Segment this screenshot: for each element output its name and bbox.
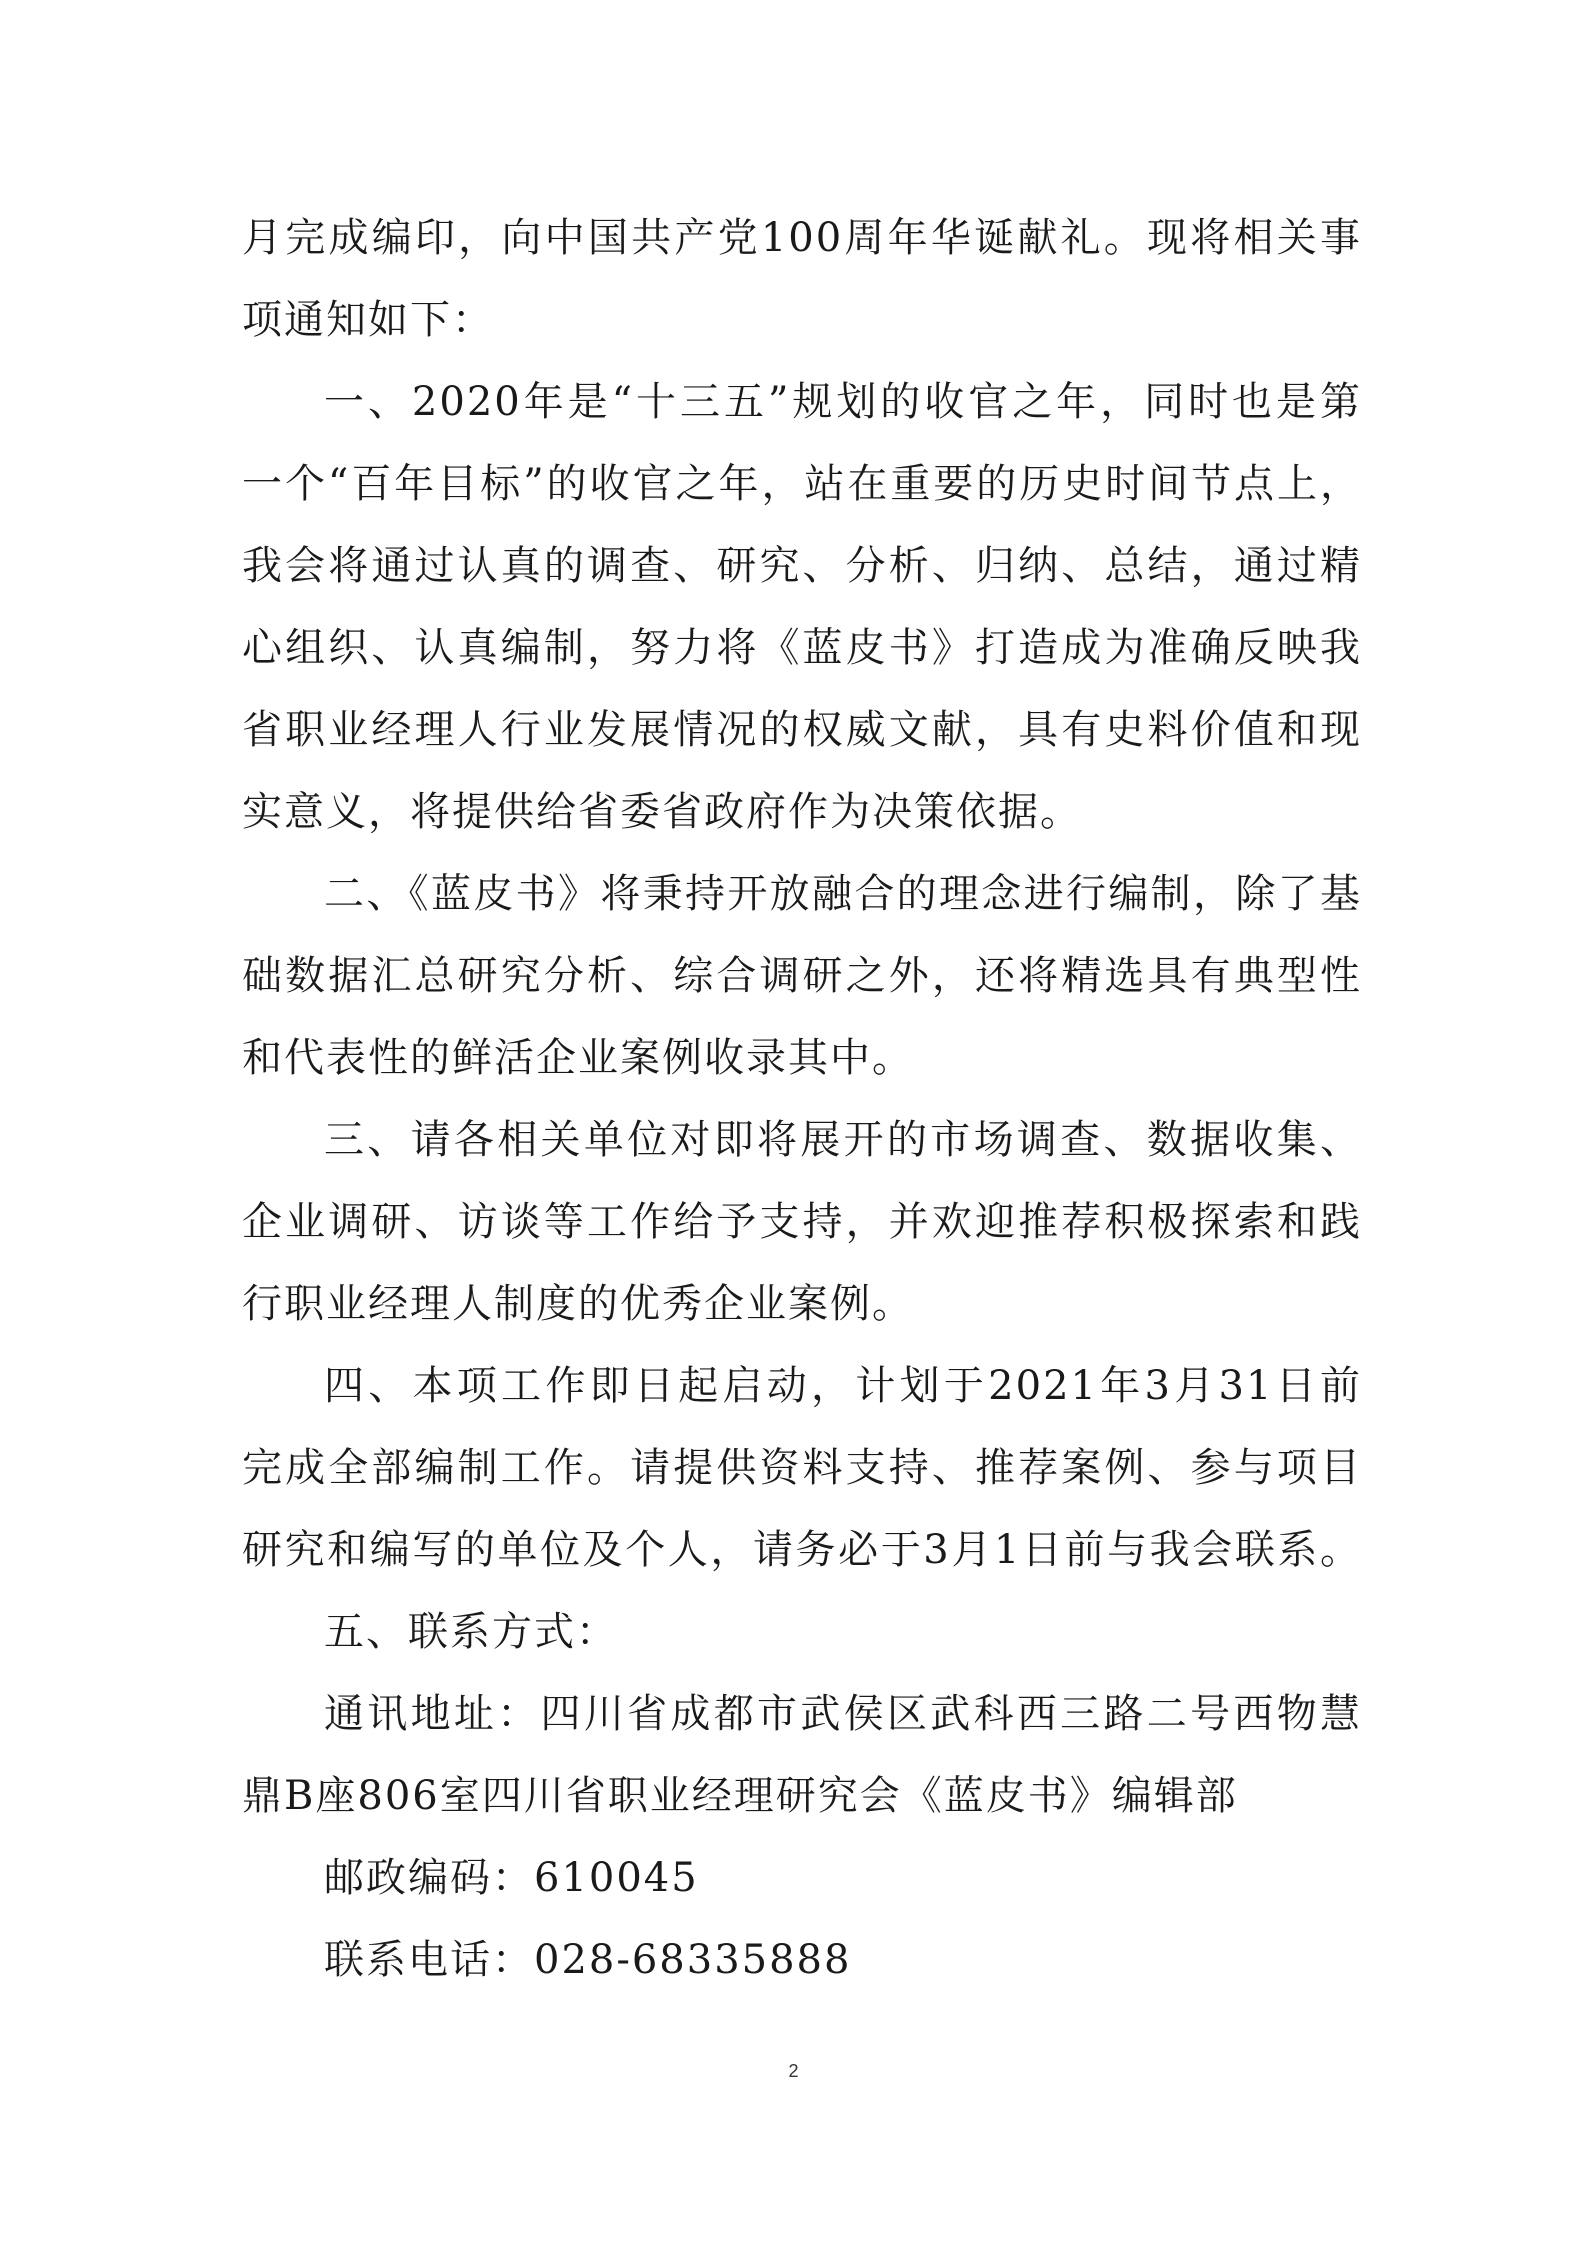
paragraph-3-line: 行职业经理人制度的优秀企业案例。: [242, 1281, 914, 1327]
contact-heading: 五、联系方式：: [324, 1609, 618, 1655]
paragraph-2-line: 和代表性的鲜活企业案例收录其中。: [242, 1035, 914, 1081]
paragraph-2-line: 二、《蓝皮书》将秉持开放融合的理念进行编制，除了基: [324, 871, 1362, 917]
body-line: 项通知如下：: [242, 297, 494, 343]
contact-postcode: 邮政编码：610045: [324, 1855, 699, 1901]
contact-address-line: 通讯地址：四川省成都市武侯区武科西三路二号西物慧: [324, 1691, 1362, 1737]
paragraph-1-line: 一个“百年目标”的收官之年，站在重要的历史时间节点上，: [242, 461, 1362, 507]
paragraph-1-line: 我会将通过认真的调查、研究、分析、归纳、总结，通过精: [242, 543, 1362, 589]
paragraph-1-line: 实意义，将提供给省委省政府作为决策依据。: [242, 789, 1082, 835]
page-number: 2: [788, 2061, 799, 2081]
body-line: 月完成编印，向中国共产党100周年华诞献礼。现将相关事: [242, 215, 1362, 261]
paragraph-4-line: 完成全部编制工作。请提供资料支持、推荐案例、参与项目: [242, 1445, 1362, 1491]
paragraph-3-line: 企业调研、访谈等工作给予支持，并欢迎推荐积极探索和践: [242, 1199, 1362, 1245]
paragraph-2-line: 础数据汇总研究分析、综合调研之外，还将精选具有典型性: [242, 953, 1362, 999]
paragraph-1-line: 心组织、认真编制，努力将《蓝皮书》打造成为准确反映我: [242, 625, 1362, 671]
paragraph-4-line: 四、本项工作即日起启动，计划于2021年3月31日前: [324, 1363, 1362, 1409]
paragraph-4-line: 研究和编写的单位及个人，请务必于3月1日前与我会联系。: [242, 1527, 1362, 1573]
contact-address-line: 鼎B座806室四川省职业经理研究会《蓝皮书》编辑部: [242, 1773, 1238, 1819]
paragraph-3-line: 三、请各相关单位对即将展开的市场调查、数据收集、: [324, 1117, 1362, 1163]
paragraph-1-line: 一、2020年是“十三五”规划的收官之年，同时也是第: [324, 379, 1362, 425]
paragraph-1-line: 省职业经理人行业发展情况的权威文献，具有史料价值和现: [242, 707, 1362, 753]
contact-phone: 联系电话：028-68335888: [324, 1937, 852, 1983]
